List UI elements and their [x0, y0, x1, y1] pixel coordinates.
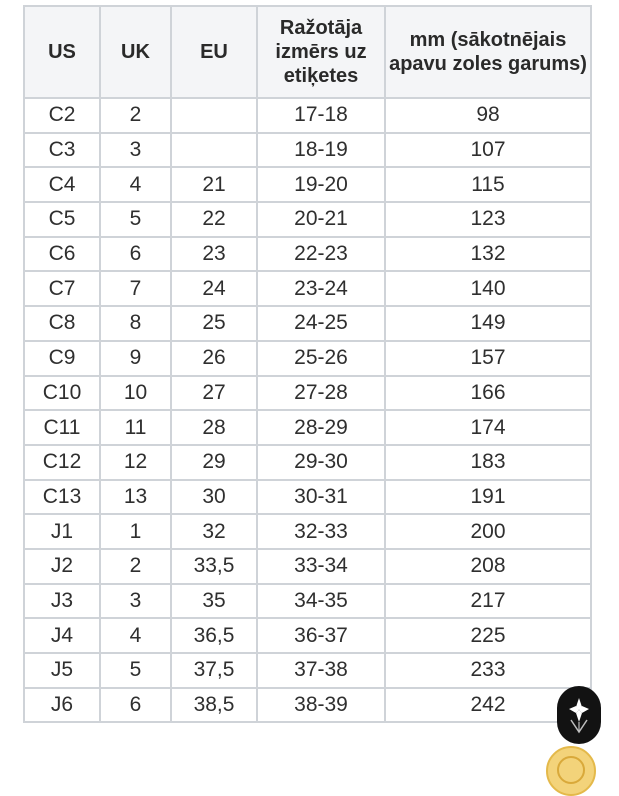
table-row — [24, 653, 591, 688]
cell-manufacturer-size: 17-18 — [257, 98, 385, 133]
cell-mm-length: 183 — [385, 445, 591, 480]
header-eu: EU — [171, 6, 257, 98]
cell-us: J5 — [24, 653, 100, 688]
cell-manufacturer-size: 32-33 — [257, 514, 385, 549]
cell-uk: 7 — [100, 271, 171, 306]
cell-mm-length: 132 — [385, 237, 591, 272]
table-row — [24, 514, 591, 549]
cell-mm-length: 217 — [385, 584, 591, 619]
cell-mm-length: 200 — [385, 514, 591, 549]
cell-eu — [171, 133, 257, 168]
cell-uk: 1 — [100, 514, 171, 549]
cell-eu: 25 — [171, 306, 257, 341]
table-row — [24, 480, 591, 515]
cell-manufacturer-size: 18-19 — [257, 133, 385, 168]
cell-eu: 29 — [171, 445, 257, 480]
cell-us: C3 — [24, 133, 100, 168]
cell-uk: 12 — [100, 445, 171, 480]
cell-mm-length: 157 — [385, 341, 591, 376]
cell-uk: 4 — [100, 167, 171, 202]
table-row — [24, 306, 591, 341]
cell-mm-length: 107 — [385, 133, 591, 168]
cell-mm-length: 115 — [385, 167, 591, 202]
cell-uk: 8 — [100, 306, 171, 341]
cell-eu: 24 — [171, 271, 257, 306]
cell-manufacturer-size: 25-26 — [257, 341, 385, 376]
table-row — [24, 445, 591, 480]
table-row — [24, 202, 591, 237]
cell-manufacturer-size: 20-21 — [257, 202, 385, 237]
cell-us: J4 — [24, 618, 100, 653]
coin-rim — [557, 756, 585, 784]
cell-uk: 3 — [100, 133, 171, 168]
cell-manufacturer-size: 24-25 — [257, 306, 385, 341]
cell-manufacturer-size: 29-30 — [257, 445, 385, 480]
cell-uk: 2 — [100, 549, 171, 584]
cell-mm-length: 191 — [385, 480, 591, 515]
cell-uk: 9 — [100, 341, 171, 376]
cell-uk: 10 — [100, 376, 171, 411]
table-row — [24, 133, 591, 168]
cell-eu: 26 — [171, 341, 257, 376]
table-header — [24, 6, 591, 98]
cell-us: C2 — [24, 98, 100, 133]
cell-mm-length: 233 — [385, 653, 591, 688]
cell-mm-length: 123 — [385, 202, 591, 237]
cell-us: C8 — [24, 306, 100, 341]
cell-us: C13 — [24, 480, 100, 515]
table-row — [24, 98, 591, 133]
header-us: US — [24, 6, 100, 98]
cell-eu: 38,5 — [171, 688, 257, 723]
cell-manufacturer-size: 23-24 — [257, 271, 385, 306]
table-row — [24, 549, 591, 584]
cell-us: J2 — [24, 549, 100, 584]
cell-eu — [171, 98, 257, 133]
cell-mm-length: 174 — [385, 410, 591, 445]
cell-eu: 22 — [171, 202, 257, 237]
cell-us: C10 — [24, 376, 100, 411]
cell-manufacturer-size: 38-39 — [257, 688, 385, 723]
table-row — [24, 618, 591, 653]
table-row — [24, 341, 591, 376]
cell-mm-length: 208 — [385, 549, 591, 584]
cell-uk: 6 — [100, 237, 171, 272]
cell-uk: 5 — [100, 653, 171, 688]
cell-eu: 21 — [171, 167, 257, 202]
cell-us: J3 — [24, 584, 100, 619]
table-row — [24, 376, 591, 411]
cell-us: C7 — [24, 271, 100, 306]
header-mm-length: mm (sākotnējais apavu zoles garums) — [385, 6, 591, 98]
cell-manufacturer-size: 37-38 — [257, 653, 385, 688]
table-body — [24, 98, 591, 722]
cell-mm-length: 166 — [385, 376, 591, 411]
cell-us: C9 — [24, 341, 100, 376]
table-row — [24, 237, 591, 272]
cell-us: C11 — [24, 410, 100, 445]
header-manufacturer-size: Ražotāja izmērs uz etiķetes — [257, 6, 385, 98]
cell-uk: 3 — [100, 584, 171, 619]
cell-mm-length: 140 — [385, 271, 591, 306]
cell-eu: 36,5 — [171, 618, 257, 653]
diamond-sparkle-logo-icon — [557, 686, 601, 744]
cell-uk: 6 — [100, 688, 171, 723]
cell-manufacturer-size: 22-23 — [257, 237, 385, 272]
cell-uk: 11 — [100, 410, 171, 445]
cell-us: C5 — [24, 202, 100, 237]
gold-coin-icon — [546, 746, 596, 796]
cell-eu: 27 — [171, 376, 257, 411]
shoe-size-table — [23, 5, 592, 723]
cell-uk: 4 — [100, 618, 171, 653]
table-row — [24, 271, 591, 306]
cell-us: J6 — [24, 688, 100, 723]
cell-mm-length: 242 — [385, 688, 591, 723]
table-row — [24, 688, 591, 723]
cell-eu: 32 — [171, 514, 257, 549]
header-uk: UK — [100, 6, 171, 98]
table-row — [24, 167, 591, 202]
cell-uk: 2 — [100, 98, 171, 133]
cell-us: C6 — [24, 237, 100, 272]
cell-manufacturer-size: 34-35 — [257, 584, 385, 619]
cell-us: J1 — [24, 514, 100, 549]
table-row — [24, 410, 591, 445]
cell-us: C12 — [24, 445, 100, 480]
cell-eu: 35 — [171, 584, 257, 619]
cell-manufacturer-size: 33-34 — [257, 549, 385, 584]
cell-eu: 23 — [171, 237, 257, 272]
cell-eu: 37,5 — [171, 653, 257, 688]
cell-manufacturer-size: 27-28 — [257, 376, 385, 411]
cell-eu: 33,5 — [171, 549, 257, 584]
cell-manufacturer-size: 19-20 — [257, 167, 385, 202]
cell-manufacturer-size: 28-29 — [257, 410, 385, 445]
cell-uk: 13 — [100, 480, 171, 515]
table-row — [24, 584, 591, 619]
cell-eu: 28 — [171, 410, 257, 445]
header-row — [24, 6, 591, 98]
cell-mm-length: 225 — [385, 618, 591, 653]
cell-mm-length: 149 — [385, 306, 591, 341]
cell-uk: 5 — [100, 202, 171, 237]
cell-manufacturer-size: 36-37 — [257, 618, 385, 653]
logo-badge[interactable] — [557, 686, 601, 744]
cell-mm-length: 98 — [385, 98, 591, 133]
cell-us: C4 — [24, 167, 100, 202]
cell-eu: 30 — [171, 480, 257, 515]
cell-manufacturer-size: 30-31 — [257, 480, 385, 515]
